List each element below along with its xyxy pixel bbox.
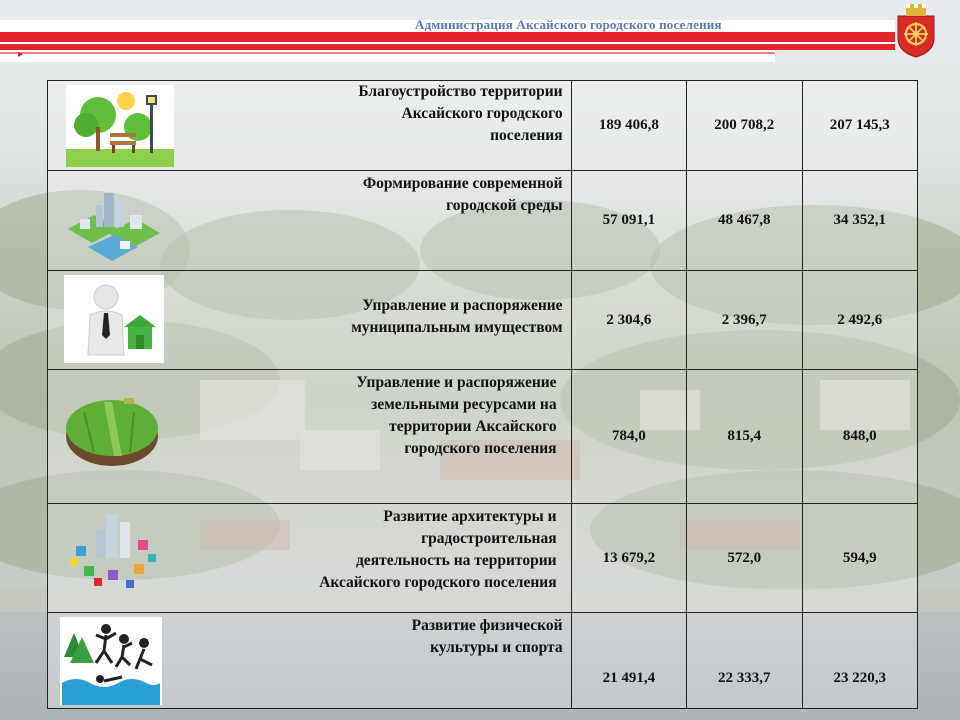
table-row <box>48 171 918 271</box>
value-cell: 815,4 <box>687 370 802 504</box>
program-name: Формирование современной городской среды <box>362 175 563 214</box>
city-environment-icon <box>60 185 166 265</box>
value-cell: 572,0 <box>687 504 802 613</box>
value-cell: 848,0 <box>802 370 917 504</box>
program-name: Благоустройство территории Аксайского городского поселения <box>358 83 563 144</box>
value-cell: 13 679,2 <box>571 504 686 613</box>
program-name-cell <box>48 171 572 271</box>
value-cell: 34 352,1 <box>802 171 917 271</box>
value-cell: 2 492,6 <box>802 271 917 370</box>
value-cell: 594,9 <box>802 504 917 613</box>
value-cell: 207 145,3 <box>802 81 917 171</box>
value-cell: 2 304,6 <box>571 271 686 370</box>
program-name-cell <box>48 613 572 709</box>
table-row <box>48 81 918 171</box>
header-sub-stripe <box>0 52 775 54</box>
sport-icon <box>60 617 162 705</box>
program-name-cell <box>48 271 572 370</box>
table-row <box>48 370 918 504</box>
value-cell: 23 220,3 <box>802 613 917 709</box>
value-cell: 200 708,2 <box>687 81 802 171</box>
program-name-cell <box>48 81 572 171</box>
programs-budget-table <box>47 80 918 709</box>
value-cell: 48 467,8 <box>687 171 802 271</box>
value-cell: 784,0 <box>571 370 686 504</box>
value-cell: 2 396,7 <box>687 271 802 370</box>
land-plot-icon <box>64 392 162 472</box>
value-cell: 57 091,1 <box>571 171 686 271</box>
header-red-stripe <box>0 32 895 42</box>
table-row <box>48 504 918 613</box>
administration-title: Администрация Аксайского городского поселения <box>415 17 722 32</box>
property-management-icon <box>64 275 164 363</box>
coat-of-arms-icon <box>896 2 936 58</box>
value-cell: 189 406,8 <box>571 81 686 171</box>
urban-planning-icon <box>68 510 164 592</box>
value-cell: 22 333,7 <box>687 613 802 709</box>
program-name: Управление и распоряжение земельными ресурсами на территории Аксайского городского поселения <box>356 374 557 457</box>
value-cell: 21 491,4 <box>571 613 686 709</box>
table-row <box>48 271 918 370</box>
program-name: Управление и распоряжение муниципальным имуществом <box>351 297 563 336</box>
program-name-cell <box>48 504 572 613</box>
program-name: Развитие физической культуры и спорта <box>411 617 563 656</box>
program-name: Развитие архитектуры и градостроительная деятельность на территории Аксайского городского поселения <box>319 508 557 591</box>
park-bench-icon <box>66 85 174 167</box>
table-row <box>48 613 918 709</box>
chevron-right-icon: ▸ <box>18 49 24 60</box>
program-name-cell <box>48 370 572 504</box>
